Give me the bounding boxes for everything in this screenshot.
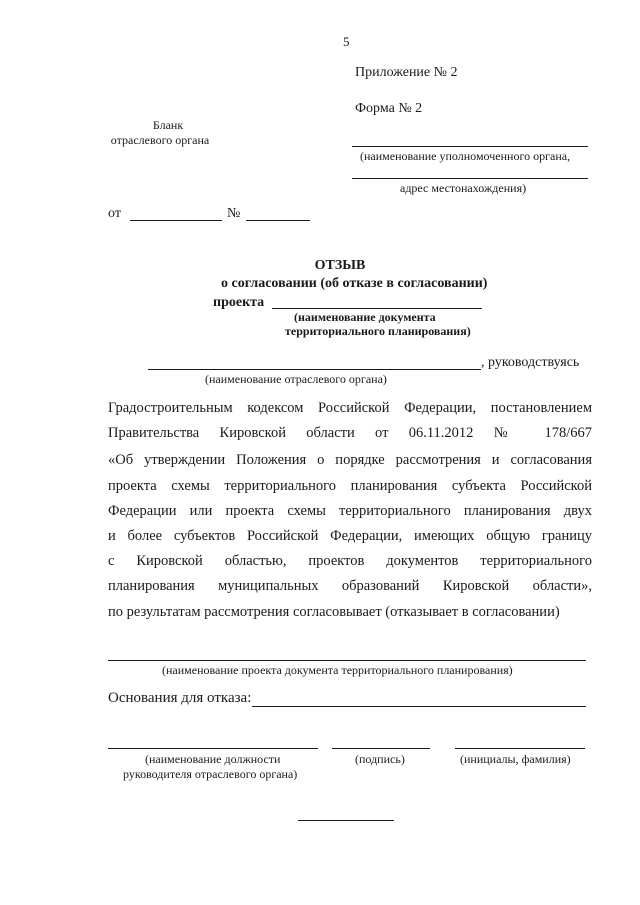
project-caption: (наименование проекта документа территориального планирования)	[162, 663, 513, 677]
body-line-5: Федерации или проекта схемы территориального планирования двух	[108, 503, 592, 519]
project-label: проекта	[213, 295, 265, 310]
body-line-7: с Кировской областью, проектов документов территориального	[108, 553, 592, 569]
page-number: 5	[343, 34, 350, 49]
position-field[interactable]	[108, 748, 318, 749]
letterhead-line2: отраслевого органа	[110, 133, 210, 147]
refusal-label: Основания для отказа:	[108, 690, 252, 706]
form-label: Форма № 2	[355, 101, 423, 116]
number-sign: №	[227, 206, 241, 221]
recipient-address-line[interactable]	[352, 178, 588, 179]
document-subtitle: о согласовании (об отказе в согласовании)	[221, 276, 488, 291]
guided-by-text: , руководствуясь	[481, 355, 580, 370]
number-field[interactable]	[246, 220, 310, 221]
project-name-field[interactable]	[108, 660, 586, 661]
signature-field[interactable]	[332, 748, 430, 749]
date-from-label: от	[108, 206, 121, 221]
organ-caption: (наименование отраслевого органа)	[205, 372, 387, 386]
body-line-3: «Об утверждении Положения о порядке рассмотрения и согласования	[108, 452, 592, 468]
document-title: ОТЗЫВ	[314, 258, 366, 273]
body-line-4: проекта схемы территориального планирования субъекта Российской	[108, 478, 592, 494]
signature-caption: (подпись)	[355, 752, 405, 766]
recipient-caption-1: (наименование уполномоченного органа,	[360, 149, 571, 163]
body-line-last: по результатам рассмотрения согласовывает (отказывает в согласовании)	[108, 604, 560, 620]
doc-caption-2: территориального планирования)	[285, 324, 471, 338]
doc-caption-1: (наименование документа	[294, 310, 436, 324]
body-line-8: планирования муниципальных образований Кировской области»,	[108, 578, 592, 594]
name-field[interactable]	[455, 748, 585, 749]
body-line-2: Правительства Кировской области от 06.11.2012 № 178/667	[108, 425, 592, 441]
date-field[interactable]	[130, 220, 222, 221]
organ-name-field[interactable]	[148, 369, 481, 370]
recipient-name-line[interactable]	[352, 146, 588, 147]
project-document-field[interactable]	[272, 308, 482, 309]
position-caption-1: (наименование должности	[145, 752, 281, 766]
letterhead-line1: Бланк	[152, 118, 184, 132]
appendix-label: Приложение № 2	[355, 65, 458, 80]
position-caption-2: руководителя отраслевого органа)	[123, 767, 298, 781]
name-caption: (инициалы, фамилия)	[460, 752, 571, 766]
body-line-1: Градостроительным кодексом Российской Федерации, постановлением	[108, 400, 592, 416]
closing-separator	[298, 820, 394, 821]
refusal-reason-field[interactable]	[252, 706, 586, 707]
body-line-6: и более субъектов Российской Федерации, имеющих общую границу	[108, 528, 592, 544]
recipient-caption-2: адрес местонахождения)	[400, 181, 527, 195]
